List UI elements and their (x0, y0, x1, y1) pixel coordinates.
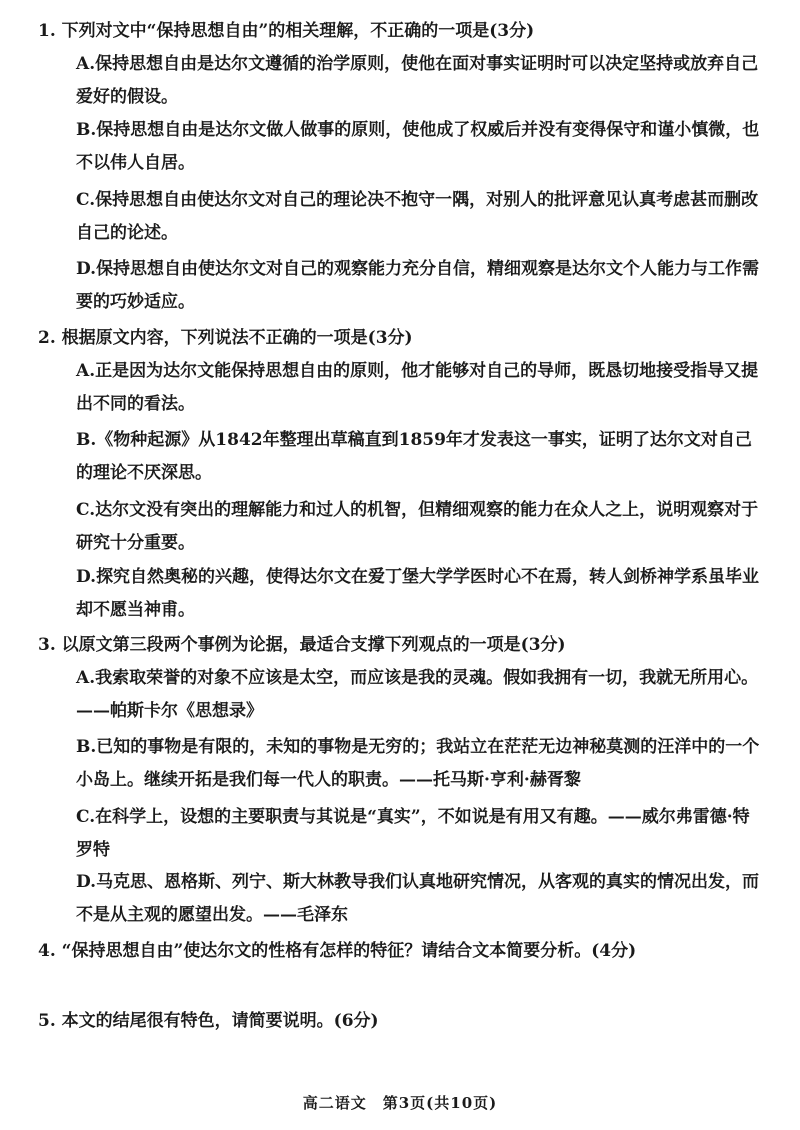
question-1-option-d (76, 253, 766, 319)
option-text: 探究自然奥秘的兴趣，使得达尔文在爱丁堡大学学医时心不在焉，转人剑桥神学系虽毕业却不愿当神甫。 (76, 567, 760, 620)
option-text: 达尔文没有突出的理解能力和过人的机智，但精细观察的能力在众人之上，说明观察对于研究十分重要。 (76, 500, 759, 553)
question-3-option-c (76, 801, 766, 867)
question-2-option-a (76, 355, 766, 421)
option-letter: D. (76, 567, 97, 587)
option-letter: A. (76, 54, 96, 74)
option-text: 保持思想自由是达尔文遵循的治学原则，使他在面对事实证明时可以决定坚持或放弃自己爱好的假设。 (76, 54, 759, 107)
option-text: 保持思想自由是达尔文做人做事的原则，使他成了权威后并没有变得保守和谨小慎微，也不以伟人自居。 (76, 120, 760, 173)
option-letter: D. (76, 872, 97, 892)
option-text: 马克思、恩格斯、列宁、斯大林教导我们认真地研究情况，从客观的真实的情况出发，而不是从主观的愿望出发。——毛泽东 (76, 872, 760, 925)
option-letter: C. (76, 190, 96, 210)
option-text: 《物种起源》从1842年整理出草稿直到1859年才发表这一事实，证明了达尔文对自己的理论不厌深思。 (76, 430, 752, 483)
option-letter: C. (76, 500, 96, 520)
option-letter: B. (76, 737, 97, 757)
question-5-stem: 5. 本文的结尾很有特色，请简要说明。(6分) (38, 1011, 379, 1031)
option-text: 在科学上，设想的主要职责与其说是“真实”，不如说是有用又有趣。——威尔弗雷德·特罗特 (76, 807, 750, 860)
question-3-option-d (76, 866, 766, 932)
question-3-option-a (76, 662, 766, 728)
option-letter: A. (76, 668, 96, 688)
question-2-option-c (76, 494, 766, 560)
question-3-stem: 3. 以原文第三段两个事例为论据，最适合支撑下列观点的一项是(3分) (38, 635, 566, 655)
option-text: 正是因为达尔文能保持思想自由的原则，他才能够对自己的导师，既恳切地接受指导又提出不同的看法。 (76, 361, 759, 414)
option-letter: B. (76, 430, 97, 450)
option-letter: B. (76, 120, 97, 140)
question-1-stem: 1. 下列对文中“保持思想自由”的相关理解，不正确的一项是(3分) (38, 21, 535, 41)
option-letter: D. (76, 259, 97, 279)
question-2-option-d (76, 561, 766, 627)
option-text: 保持思想自由使达尔文对自己的理论决不抱守一隅，对别人的批评意见认真考虑甚而删改自己的论述。 (76, 190, 759, 243)
question-2-option-b (76, 424, 766, 490)
question-3-option-b (76, 731, 766, 797)
question-1-option-a (76, 48, 766, 114)
option-text: 保持思想自由使达尔文对自己的观察能力充分自信，精细观察是达尔文个人能力与工作需要的巧妙适应。 (76, 259, 760, 312)
option-text: 已知的事物是有限的，未知的事物是无穷的；我站立在茫茫无边神秘莫测的汪洋中的一个小岛上。继续开拓是我们每一代人的职责。——托马斯·亨利·赫胥黎 (76, 737, 760, 790)
option-letter: C. (76, 807, 96, 827)
page-footer: 高二语文 第3页(共10页) (302, 1094, 498, 1112)
option-text: 我索取荣誉的对象不应该是太空，而应该是我的灵魂。假如我拥有一切，我就无所用心。——帕斯卡尔《思想录》 (76, 668, 759, 721)
question-2-stem: 2. 根据原文内容，下列说法不正确的一项是(3分) (38, 328, 413, 348)
option-letter: A. (76, 361, 96, 381)
question-1-option-b (76, 114, 766, 180)
question-4-stem: 4. “保持思想自由”使达尔文的性格有怎样的特征？请结合文本简要分析。(4分) (38, 941, 637, 961)
question-1-option-c (76, 184, 766, 250)
